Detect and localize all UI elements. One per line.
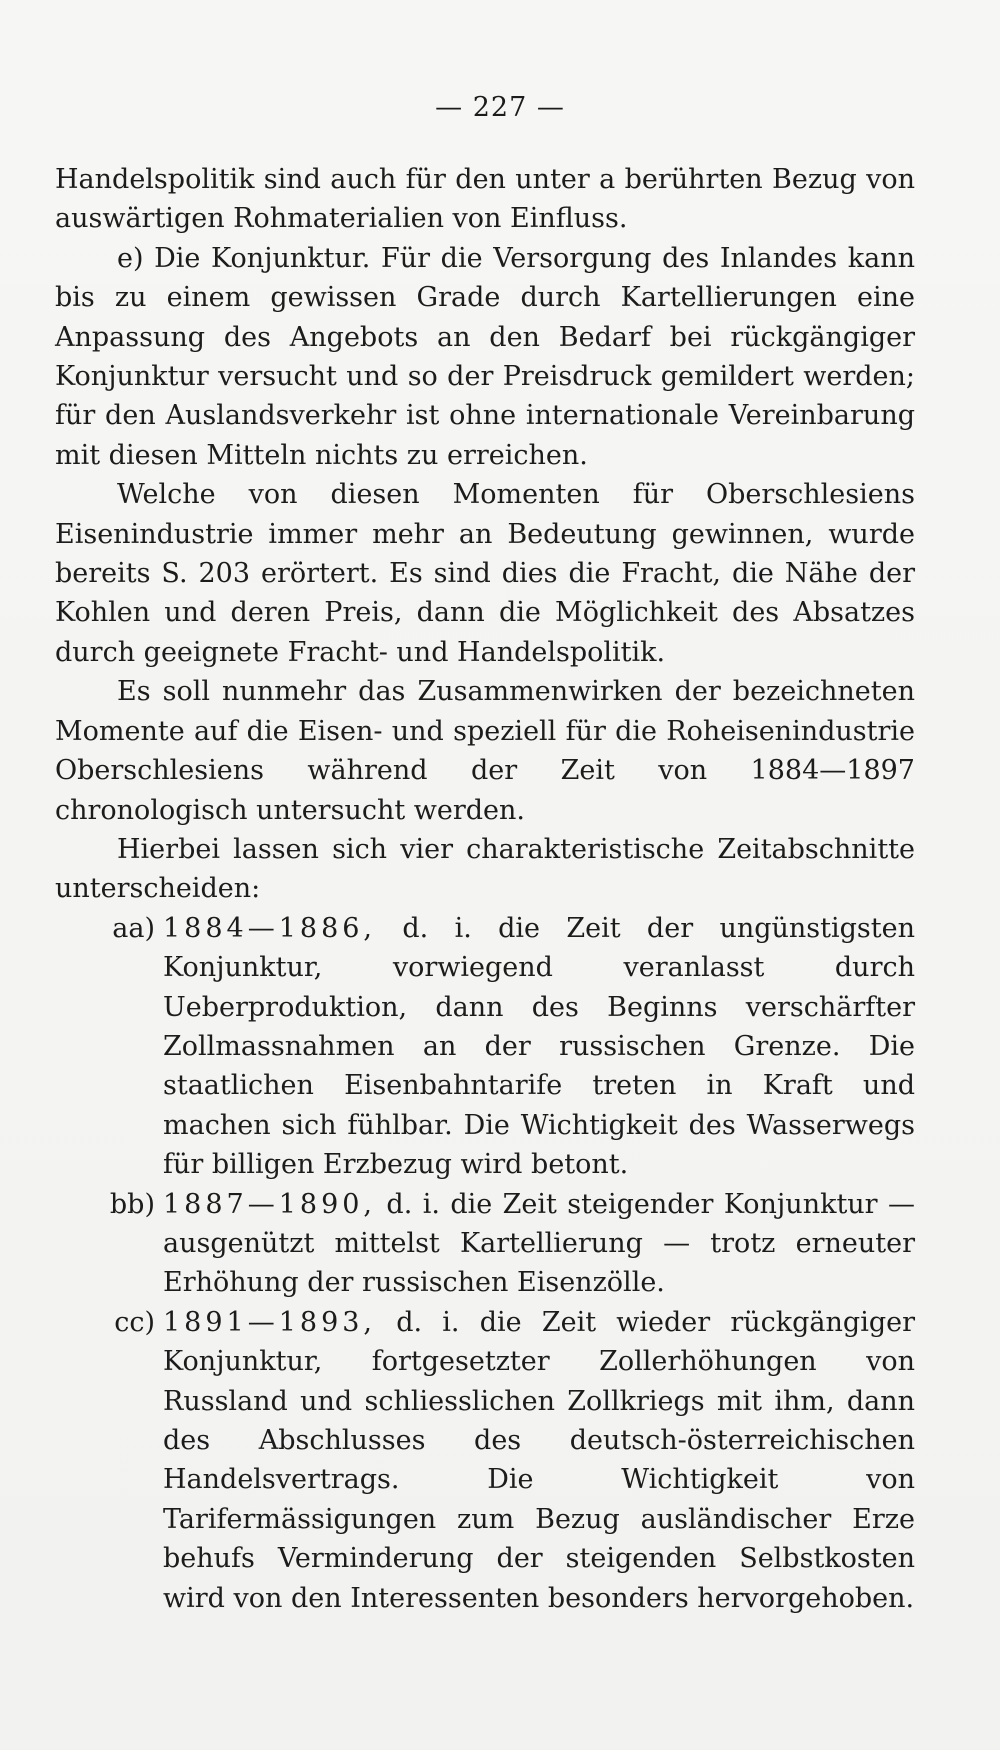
page-number: — 227 — (435, 92, 565, 123)
period-description: d. i. die Zeit der ungünstigsten Konjunktur, vorwiegend veranlasst durch Ueberproduktion, dann des Beginns verschärfter Zollmassnahmen an der russischen Grenze. Die staatlichen Eisenbahntarife treten in Kraft und machen sich fühlbar. Die Wichtigkeit des Wasserwegs für billigen Erzbezug wird betont. (163, 912, 915, 1181)
list-item (55, 1185, 915, 1303)
period-description: d. i. die Zeit steigender Konjunktur — ausgenützt mittelst Kartellierung — trotz erneuter Erhöhung der russischen Eisenzölle. (163, 1188, 915, 1299)
period-years: 1884—1886, (163, 912, 377, 944)
list-item-body (163, 909, 915, 1185)
list-item-body (163, 1185, 915, 1303)
list-marker: cc) (114, 1306, 155, 1338)
paragraph-continuation: Handelspolitik sind auch für den unter a berührten Bezug von auswärtigen Rohmaterialien von Einfluss. (55, 164, 915, 235)
list-item (55, 909, 915, 1185)
period-years: 1887—1890, (163, 1188, 377, 1220)
paragraph-momente: Welche von diesen Momenten für Oberschlesiens Eisenindustrie immer mehr an Bedeutung gewinnen, wurde bereits S. 203 erörtert. Es sind dies die Fracht, die Nähe der Kohlen und deren Preis, dann die Möglichkeit des Absatzes durch geeignete Fracht- und Handelspolitik. (55, 479, 915, 668)
page-body (55, 160, 915, 1618)
period-years: 1891—1893, (163, 1306, 377, 1338)
list-item-body (163, 1303, 915, 1618)
period-description: d. i. die Zeit wieder rückgängiger Konjunktur, fortgesetzter Zollerhöhungen von Russland und schliesslichen Zollkriegs mit ihm, dann des Abschlusses des deutsch-österreichischen Handelsvertrags. Die Wichtigkeit von Tarifermässigungen zum Bezug ausländischer Erze behufs Verminderung der steigenden Selbstkosten wird von den Interessenten besonders hervorgehoben. (163, 1306, 915, 1614)
list-marker: aa) (112, 912, 155, 944)
period-list (55, 909, 915, 1618)
list-item (55, 1303, 915, 1618)
paragraph-konjunktur: e) Die Konjunktur. Für die Versorgung des Inlandes kann bis zu einem gewissen Grade durch Kartellierungen eine Anpassung des Angebots an den Bedarf bei rückgängiger Konjunktur versucht und so der Preisdruck gemildert werden; für den Auslandsverkehr ist ohne internationale Vereinbarung mit diesen Mitteln nichts zu erreichen. (55, 242, 915, 471)
paragraph-zeitabschnitte: Hierbei lassen sich vier charakteristische Zeitabschnitte unterscheiden: (55, 833, 915, 905)
list-marker: bb) (109, 1188, 155, 1220)
paragraph-zusammenwirken: Es soll nunmehr das Zusammenwirken der bezeichneten Momente auf die Eisen- und speziell für die Roheisenindustrie Oberschlesiens während der Zeit von 1884—1897 chronologisch untersucht werden. (55, 676, 915, 826)
